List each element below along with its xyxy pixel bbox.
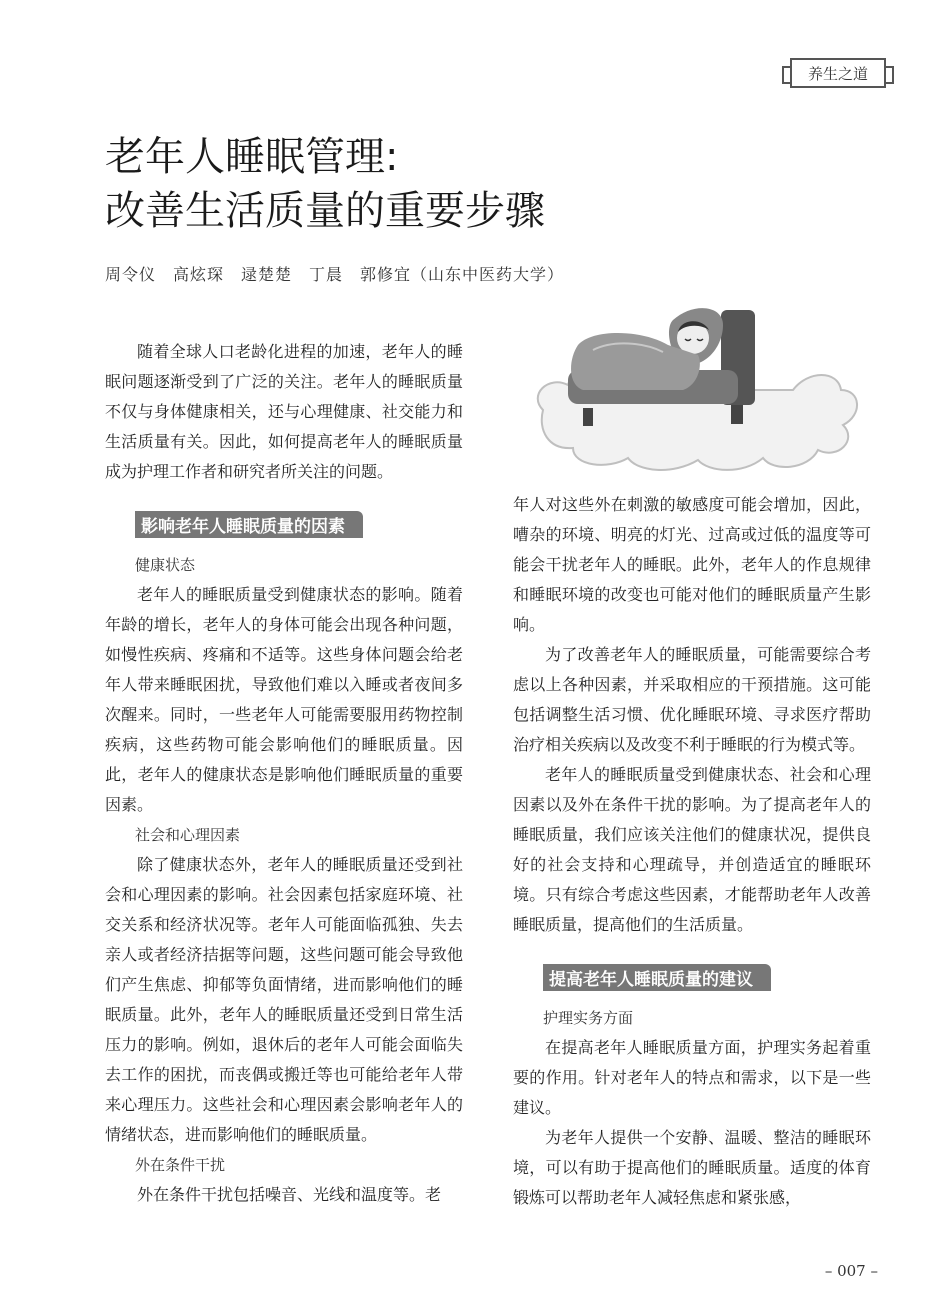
subheading-social: 社会和心理因素 <box>135 826 241 844</box>
left-column <box>105 337 463 1210</box>
title-line-2: 改善生活质量的重要步骤 <box>105 188 545 234</box>
article-title <box>105 130 545 238</box>
page-number: – 007 – <box>824 1262 878 1280</box>
section-heading-suggestions: 提高老年人睡眠质量的建议 <box>543 964 771 991</box>
author-line: 周令仪 高炫琛 逯楚楚 丁晨 郭修宜（山东中医药大学） <box>105 265 565 284</box>
paragraph-external-continued: 年人对这些外在刺激的敏感度可能会增加，因此，嘈杂的环境、明亮的灯光、过高或过低的温度等可能会干扰老年人的睡眠。此外，老年人的作息规律和睡眠环境的改变也可能对他们的睡眠质量产生影响。 <box>513 495 871 634</box>
paragraph-social: 除了健康状态外，老年人的睡眠质量还受到社会和心理因素的影响。社会因素包括家庭环境、社交关系和经济状况等。老年人可能面临孤独、失去亲人或者经济拮据等问题，这些问题可能会导致他们产生焦虑、抑郁等负面情绪，进而影响他们的睡眠质量。此外，老年人的睡眠质量还受到日常生活压力的影响。例如，退休后的老年人可能会面临失去工作的困扰，而丧偶或搬迁等也可能给老年人带来心理压力。这些社会和心理因素会影响老年人的情绪状态，进而影响他们的睡眠质量。 <box>105 855 463 1144</box>
paragraph-environment: 为老年人提供一个安静、温暖、整洁的睡眠环境，可以有助于提高他们的睡眠质量。适度的体育锻炼可以帮助老年人减轻焦虑和紧张感， <box>513 1128 871 1207</box>
right-column <box>513 490 871 1213</box>
column-tag <box>790 58 886 88</box>
intro-paragraph: 随着全球人口老龄化进程的加速，老年人的睡眠问题逐渐受到了广泛的关注。老年人的睡眠质量不仅与身体健康相关，还与心理健康、社交能力和生活质量有关。因此，如何提高老年人的睡眠质量成为护理工作者和研究者所关注的问题。 <box>105 342 463 481</box>
title-line-1: 老年人睡眠管理: <box>105 134 399 180</box>
subheading-nursing: 护理实务方面 <box>543 1009 634 1027</box>
sleeping-woman-illustration <box>523 290 863 490</box>
section-heading-factors: 影响老年人睡眠质量的因素 <box>135 511 363 538</box>
subheading-external: 外在条件干扰 <box>135 1156 226 1174</box>
paragraph-external: 外在条件干扰包括噪音、光线和温度等。老 <box>137 1185 442 1204</box>
column-tag-label: 养生之道 <box>807 64 868 83</box>
subheading-health: 健康状态 <box>135 556 196 574</box>
paragraph-summary: 老年人的睡眠质量受到健康状态、社会和心理因素以及外在条件干扰的影响。为了提高老年人的睡眠质量，我们应该关注他们的健康状况，提供良好的社会支持和心理疏导，并创造适宜的睡眠环境。只有综合考虑这些因素，才能帮助老年人改善睡眠质量，提高他们的生活质量。 <box>513 765 871 934</box>
paragraph-interventions: 为了改善老年人的睡眠质量，可能需要综合考虑以上各种因素，并采取相应的干预措施。这可能包括调整生活习惯、优化睡眠环境、寻求医疗帮助治疗相关疾病以及改变不利于睡眠的行为模式等。 <box>513 645 871 754</box>
paragraph-health: 老年人的睡眠质量受到健康状态的影响。随着年龄的增长，老年人的身体可能会出现各种问题，如慢性疾病、疼痛和不适等。这些身体问题会给老年人带来睡眠困扰，导致他们难以入睡或者夜间多次醒来。同时，一些老年人可能需要服用药物控制疾病，这些药物可能会影响他们的睡眠质量。因此，老年人的健康状态是影响他们睡眠质量的重要因素。 <box>105 585 463 814</box>
paragraph-nursing: 在提高老年人睡眠质量方面，护理实务起着重要的作用。针对老年人的特点和需求，以下是一些建议。 <box>513 1038 871 1117</box>
